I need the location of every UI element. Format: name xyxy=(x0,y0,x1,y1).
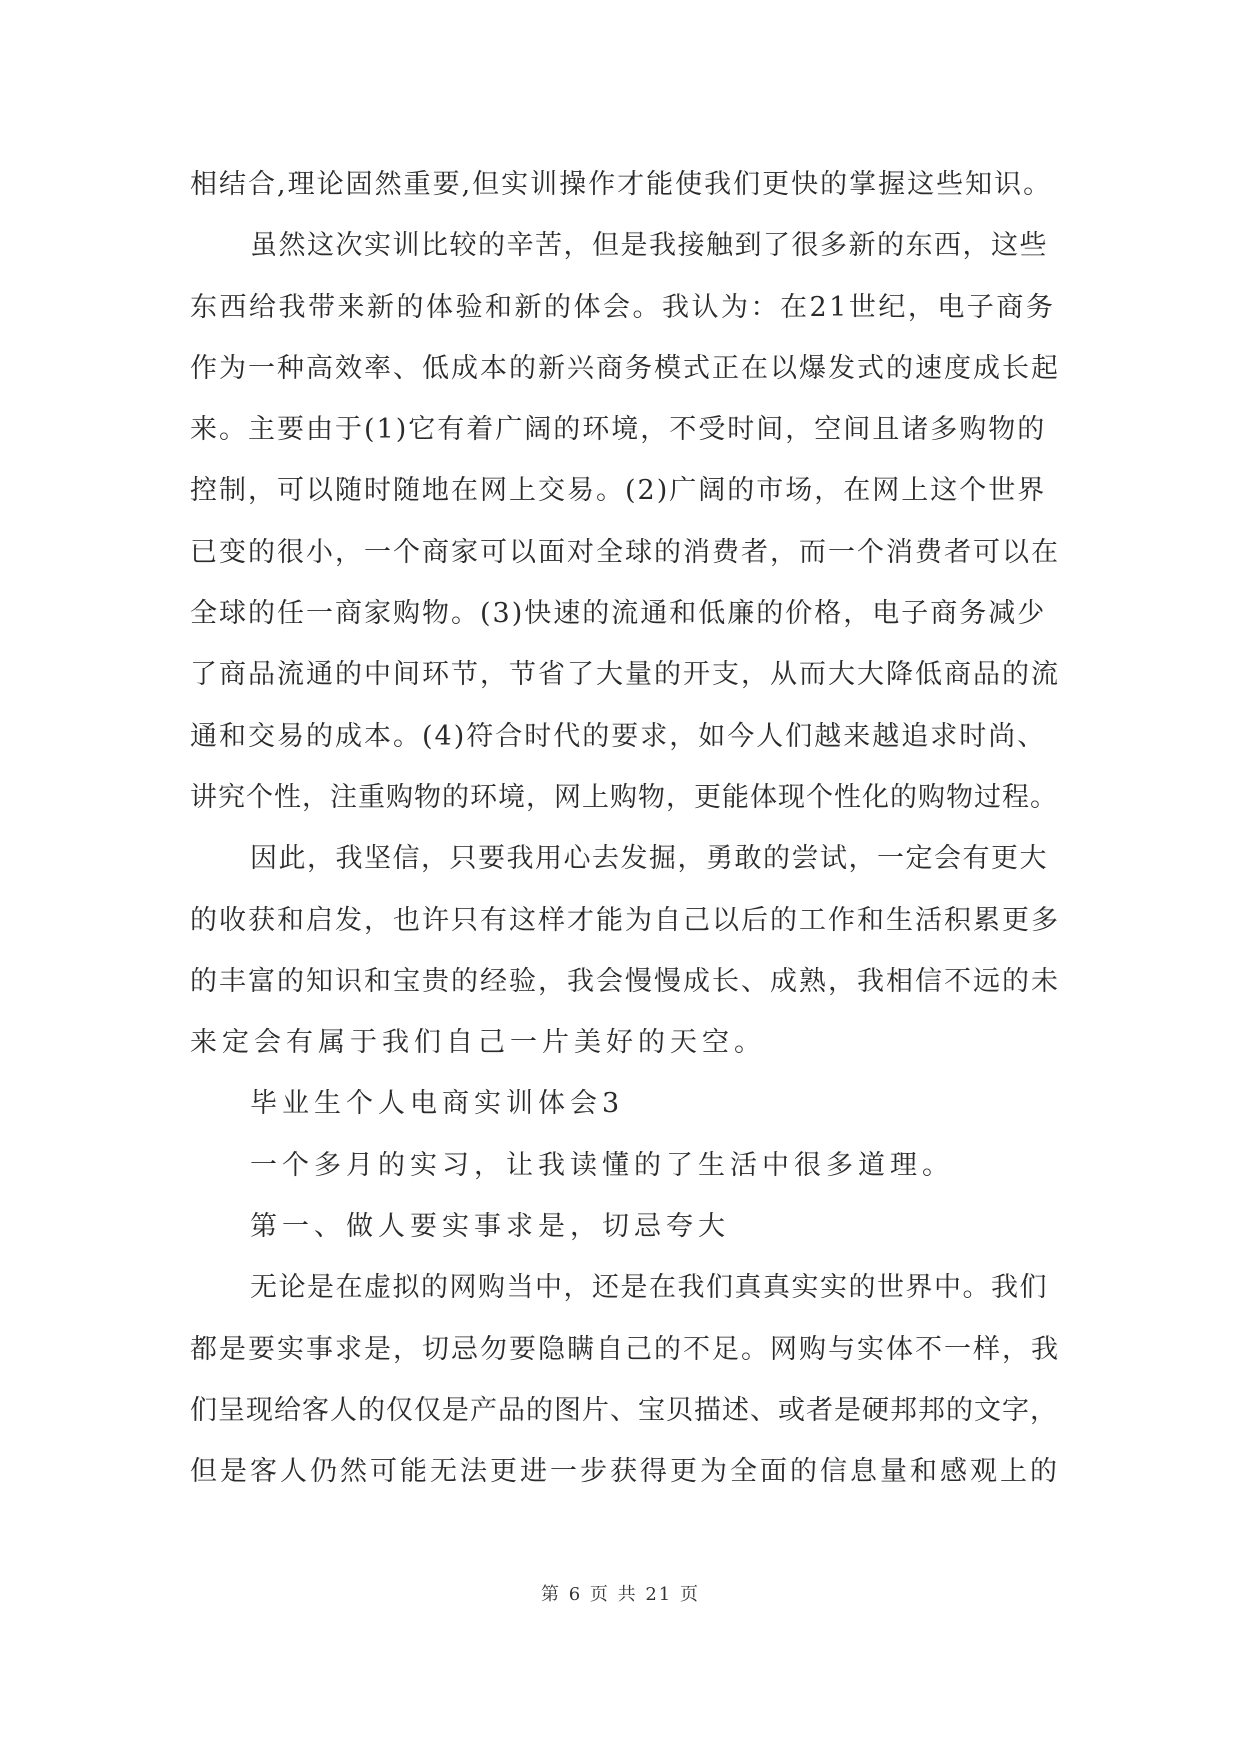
page-footer: 第 6 页 共 21 页 xyxy=(541,1584,700,1605)
text-line: 但是客人仍然可能无法更进一步获得更为全面的信息量和感观上的 xyxy=(190,1456,1060,1488)
text-line: 因此，我坚信，只要我用心去发掘，勇敢的尝试，一定会有更大 xyxy=(250,843,1048,875)
text-line: 都是要实事求是，切忌勿要隐瞒自己的不足。网购与实体不一样，我 xyxy=(190,1333,1060,1365)
text-line: 了商品流通的中间环节，节省了大量的开支，从而大大降低商品的流 xyxy=(190,659,1060,691)
text-line: 全球的任一商家购物。(3)快速的流通和低廉的价格，电子商务减少 xyxy=(190,598,1047,630)
text-line: 通和交易的成本。(4)符合时代的要求，如今人们越来越追求时尚、 xyxy=(190,720,1047,752)
text-line: 控制，可以随时随地在网上交易。(2)广阔的市场，在网上这个世界 xyxy=(190,475,1047,507)
text-line: 毕业生个人电商实训体会3 xyxy=(250,1088,625,1120)
text-line: 相结合,理论固然重要,但实训操作才能使我们更快的掌握这些知识。 xyxy=(190,169,1053,200)
text-line: 第一、做人要实事求是，切忌夸大 xyxy=(250,1211,730,1243)
document-body xyxy=(190,154,1060,1503)
text-line: 无论是在虚拟的网购当中，还是在我们真真实实的世界中。我们 xyxy=(250,1272,1048,1304)
text-line: 东西给我带来新的体验和新的体会。我认为：在21世纪，电子商务 xyxy=(190,291,1056,323)
text-line: 来。主要由于(1)它有着广阔的环境，不受时间，空间且诸多购物的 xyxy=(190,414,1047,446)
text-line: 们呈现给客人的仅仅是产品的图片、宝贝描述、或者是硬邦邦的文字， xyxy=(190,1394,1058,1426)
text-line: 作为一种高效率、低成本的新兴商务模式正在以爆发式的速度成长起 xyxy=(190,352,1060,384)
text-line: 的收获和启发，也许只有这样才能为自己以后的工作和生活积累更多 xyxy=(190,904,1060,936)
text-line: 讲究个性，注重购物的环境，网上购物，更能体现个性化的购物过程。 xyxy=(190,781,1058,813)
text-line: 一个多月的实习，让我读懂的了生活中很多道理。 xyxy=(250,1149,954,1181)
text-line: 来定会有属于我们自己一片美好的天空。 xyxy=(190,1027,766,1059)
text-line: 已变的很小，一个商家可以面对全球的消费者，而一个消费者可以在 xyxy=(190,536,1060,568)
text-line: 虽然这次实训比较的辛苦，但是我接触到了很多新的东西，这些 xyxy=(250,230,1048,262)
text-line: 的丰富的知识和宝贵的经验，我会慢慢成长、成熟，我相信不远的未 xyxy=(190,965,1060,997)
